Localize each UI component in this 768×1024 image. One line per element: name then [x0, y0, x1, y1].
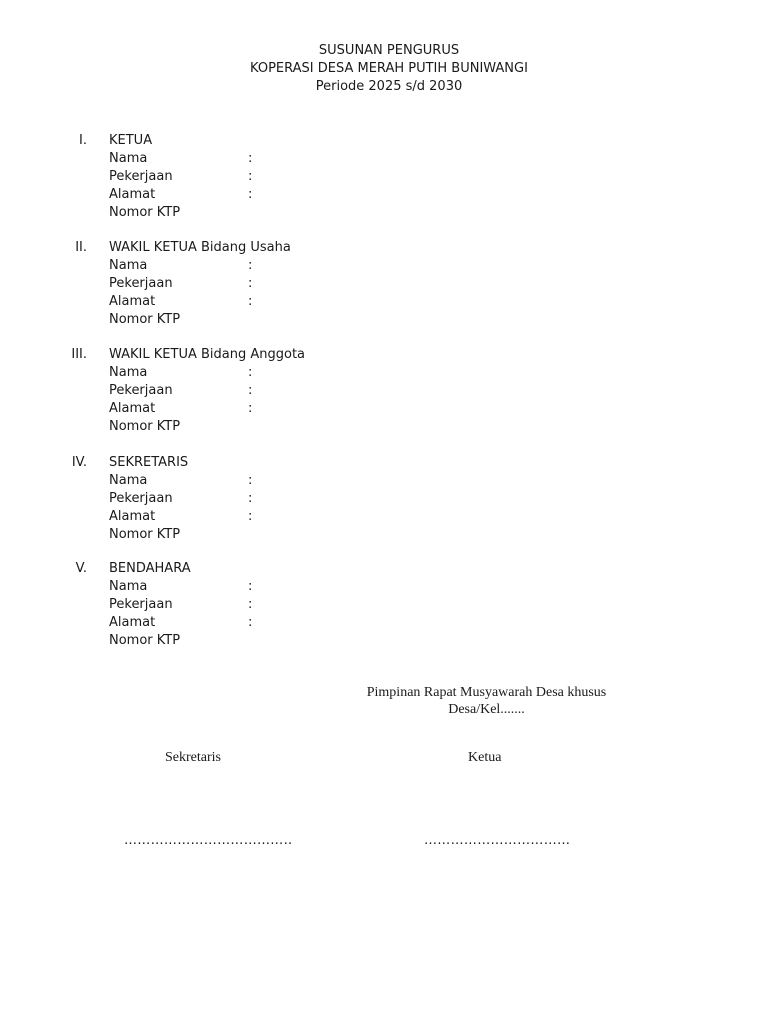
field-label-nomor-ktp: Nomor KTP	[109, 204, 181, 220]
field-row-nomor-ktp	[0, 526, 768, 544]
field-colon: :	[248, 596, 253, 612]
sekretaris-signature-label: Sekretaris	[165, 750, 221, 765]
field-row-nomor-ktp	[0, 632, 768, 650]
leadership-caption	[340, 684, 633, 718]
field-colon: :	[248, 150, 253, 166]
field-row-nama	[0, 472, 768, 490]
field-label-nomor-ktp: Nomor KTP	[109, 418, 181, 434]
section-title: WAKIL KETUA Bidang Anggota	[109, 347, 306, 362]
field-row-alamat	[0, 614, 768, 632]
section-wakil-ketua-anggota	[0, 346, 768, 435]
field-label-alamat: Alamat	[109, 293, 156, 309]
field-colon: :	[248, 382, 253, 398]
section-numeral: I.	[79, 133, 87, 148]
field-label-alamat: Alamat	[109, 186, 156, 202]
field-row-pekerjaan	[0, 596, 768, 614]
field-colon: :	[248, 614, 253, 630]
leadership-line-1: Pimpinan Rapat Musyawarah Desa khusus	[366, 685, 607, 700]
field-label-nama: Nama	[109, 364, 148, 380]
field-colon: :	[248, 257, 253, 273]
field-label-pekerjaan: Pekerjaan	[109, 490, 173, 506]
document-header	[0, 42, 768, 96]
field-label-alamat: Alamat	[109, 400, 156, 416]
field-colon: :	[248, 400, 253, 416]
field-row-alamat	[0, 186, 768, 204]
field-row-nomor-ktp	[0, 418, 768, 436]
field-row-pekerjaan	[0, 168, 768, 186]
field-row-alamat	[0, 400, 768, 418]
field-row-alamat	[0, 293, 768, 311]
field-label-nomor-ktp: Nomor KTP	[109, 526, 181, 542]
section-sekretaris	[0, 454, 768, 543]
header-organization: KOPERASI DESA MERAH PUTIH BUNIWANGI	[250, 61, 528, 76]
header-period: Periode 2025 s/d 2030	[315, 79, 463, 94]
field-label-nomor-ktp: Nomor KTP	[109, 632, 181, 648]
sekretaris-signature-line: ………………………………..	[124, 833, 293, 848]
field-label-pekerjaan: Pekerjaan	[109, 275, 173, 291]
section-numeral: III.	[71, 347, 87, 362]
field-row-nomor-ktp	[0, 204, 768, 222]
field-colon: :	[248, 168, 253, 184]
field-row-nama	[0, 364, 768, 382]
section-numeral: IV.	[71, 455, 87, 470]
field-colon: :	[248, 275, 253, 291]
ketua-signature-label: Ketua	[468, 750, 502, 765]
field-colon: :	[248, 472, 253, 488]
field-label-nama: Nama	[109, 472, 148, 488]
leadership-line-2: Desa/Kel.......	[448, 702, 525, 717]
field-colon: :	[248, 186, 253, 202]
field-label-pekerjaan: Pekerjaan	[109, 168, 173, 184]
field-colon: :	[248, 490, 253, 506]
field-row-nama	[0, 257, 768, 275]
section-numeral: II.	[75, 240, 87, 255]
field-row-nama	[0, 578, 768, 596]
field-row-nomor-ktp	[0, 311, 768, 329]
field-colon: :	[248, 578, 253, 594]
field-row-alamat	[0, 508, 768, 526]
field-label-nomor-ktp: Nomor KTP	[109, 311, 181, 327]
field-colon: :	[248, 364, 253, 380]
field-label-pekerjaan: Pekerjaan	[109, 382, 173, 398]
field-colon: :	[248, 508, 253, 524]
field-row-pekerjaan	[0, 275, 768, 293]
field-label-alamat: Alamat	[109, 614, 156, 630]
header-title: SUSUNAN PENGURUS	[318, 43, 460, 58]
field-label-alamat: Alamat	[109, 508, 156, 524]
section-bendahara	[0, 560, 768, 649]
field-row-pekerjaan	[0, 490, 768, 508]
section-title: BENDAHARA	[109, 561, 191, 576]
field-row-nama	[0, 150, 768, 168]
section-title: KETUA	[109, 133, 153, 148]
field-label-nama: Nama	[109, 150, 148, 166]
section-title: SEKRETARIS	[109, 455, 189, 470]
field-label-nama: Nama	[109, 257, 148, 273]
ketua-signature-line: ……………………………	[424, 833, 571, 848]
section-title: WAKIL KETUA Bidang Usaha	[109, 240, 291, 255]
field-label-nama: Nama	[109, 578, 148, 594]
field-label-pekerjaan: Pekerjaan	[109, 596, 173, 612]
section-ketua	[0, 132, 768, 221]
field-colon: :	[248, 293, 253, 309]
section-numeral: V.	[75, 561, 87, 576]
section-wakil-ketua-usaha	[0, 239, 768, 328]
field-row-pekerjaan	[0, 382, 768, 400]
